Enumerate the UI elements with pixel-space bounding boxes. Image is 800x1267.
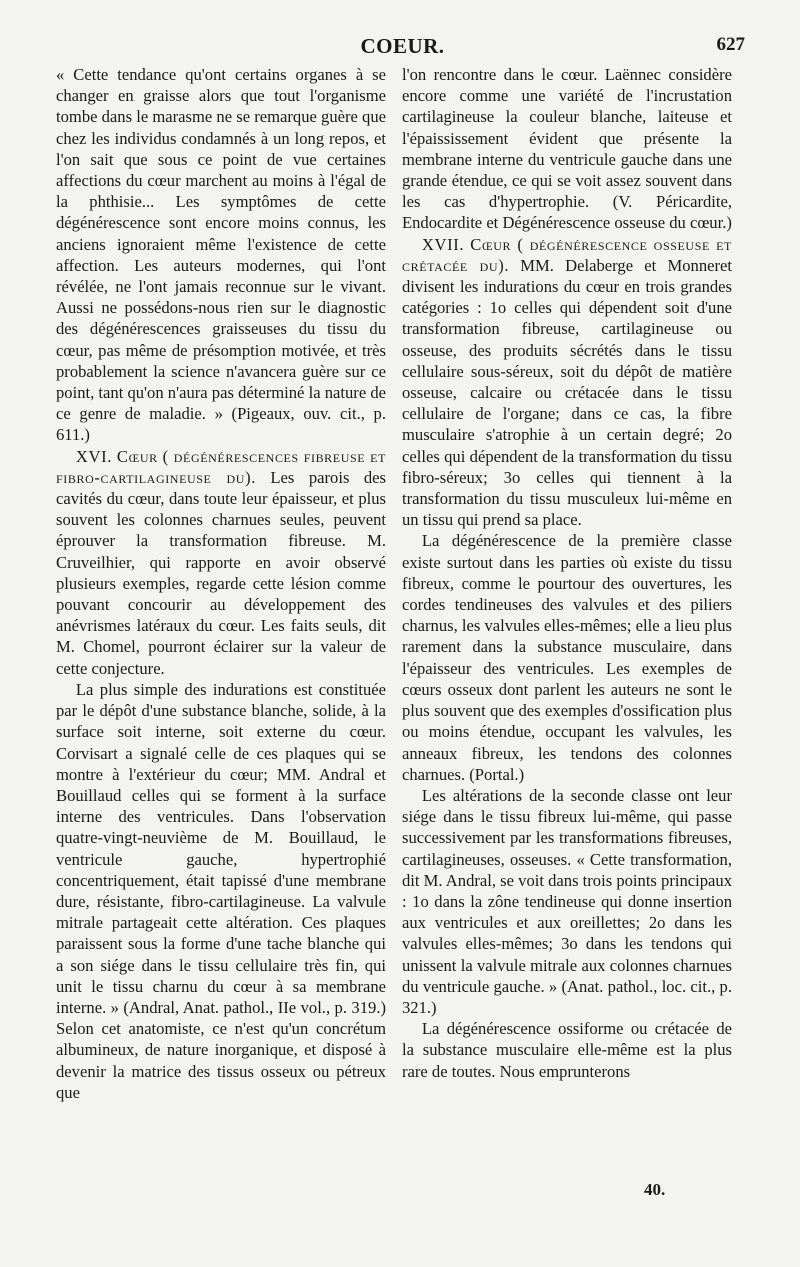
paragraph-ossiform: La dégénérescence ossiforme ou crétacée de la substance musculaire elle-même est la plus rare de toutes. Nous emprunterons <box>402 1019 732 1081</box>
running-head <box>60 34 745 64</box>
paragraph-section-xvi <box>56 446 386 679</box>
paragraph-second-class: Les altérations de la seconde classe ont leur siége dans le tissu fibreux lui-même, qui passe successivement par les transformations fibreuses, cartilagineuses, osseuses. « Cette transformation, dit M. Andral, se voit dans trois points principaux : 1o dans la zône tendineuse qui donne insertion aux ventricules et aux oreillettes; 2o dans les valvules elles-mêmes; 3o dans les tendons qui unissent la valvule mitrale aux colonnes charnues du ventricule gauche. » (Anat. pathol., loc. cit., p. 321.) <box>402 785 733 1017</box>
page-number: 627 <box>716 34 745 55</box>
left-column <box>56 64 386 1103</box>
paragraph-laennec: l'on rencontre dans le cœur. Laënnec considère encore comme une variété de l'incrustation cartilagineuse la couleur blanche, laiteuse et l'épaississement évident que présente la membrane interne du ventricule gauche dans une grande étendue, ce qui se voit assez souvent dans les cas d'hypertrophie. (V. Péricardite, Endocardite et Dégénérescence osseuse du cœur.) <box>402 65 732 233</box>
right-column <box>402 64 732 1082</box>
section-body-xvi: Les parois des cavités du cœur, dans toute leur épaisseur, et plus souvent les colonnes charnues seules, peuvent éprouver la transformation fibreuse. M. Cruveilhier, qui rapporte en avoir observé plusieurs exemples, regarde cette lésion comme pouvant concourir au développement des anévrismes latéraux du cœur. Les faits seuls, dit M. Chomel, pourront éclairer sur la valeur de cette conjecture. <box>56 467 386 678</box>
section-body-xvii: MM. Delaberge et Monneret divisent les indurations du cœur en trois grandes catégories : 1o celles qui dépendent soit d'une transformation fibreuse, cartilagineuse ou osseuse, des produits sécrétés dans le tissu cellulaire sous-séreux, soit du dépôt de matière osseuse, calcaire ou crétacée dans le tissu cellulaire de l'organe; dans ce cas, la fibre musculaire s'atrophie à un certain degré; 2o celles qui dépendent de la transformation du tissu fibro-séreux; 3o celles qui tiennent à la transformation du tissu musculeux lui-même en un tissu qui prend sa place. <box>402 255 732 530</box>
paragraph-section-xvii <box>402 234 732 531</box>
running-title: COEUR. <box>360 34 445 58</box>
section-heading-xvii: XVII. Cœur ( dégénérescence osseuse et crétacée du). <box>402 234 732 275</box>
section-heading-xvi: XVI. Cœur ( dégénérescences fibreuse et fibro-cartilagineuse du). <box>56 446 386 487</box>
paragraph-indurations: La plus simple des indurations est constituée par le dépôt d'une substance blanche, solide, à la surface soit interne, soit externe du cœur. Corvisart a signalé celle de ces plaques qui se montre à l'extérieur du cœur; MM. Andral et Bouillaud celles qui se forment à la surface interne des ventricules. Dans l'observation quatre-vingt-neuvième de M. Bouillaud, le ventricule gauche, hypertrophié concentriquement, était tapissé d'une membrane dure, résistante, fibro-cartilagineuse. La valvule mitrale partageait cette altération. Ces plaques paraissent sous la forme d'une tache blanche qui a son siége dans le tissu cellulaire très fin, qui unit le tissu charnu du cœur à sa membrane interne. » (Andral, Anat. pathol., IIe vol., p. 319.) Selon cet anatomiste, ce n'est qu'un concrétum albumineux, de nature inorganique, et disposé à devenir la matrice des tissus osseux ou pétreux que <box>56 679 386 1102</box>
paragraph-quote-pigeaux: « Cette tendance qu'ont certains organes à se changer en graisse alors que tout l'organisme tombe dans le marasme ne se remarque guère que chez les individus condamnés à un long repos, et l'on sait que sous ce point de vue certaines affections du cœur marchent au moins à l'égal de la phthisie... Les symptômes de cette dégénérescence sont encore moins connus, les anciens ignoraient même l'existence de cette affection. Les auteurs modernes, qui l'ont révélée, ne l'ont jamais reconnue sur le vivant. Aussi ne possédons-nous rien sur le diagnostic des dégénérescences graisseuses du tissu du cœur, pas même de présomption motivée, et très probablement la science n'avancera guère sur ce point, tant qu'on n'aura pas déterminé la nature de ce genre de maladie. » (Pigeaux, ouv. cit., p. 611.) <box>56 65 386 445</box>
signature-mark: 40. <box>644 1180 666 1199</box>
paragraph-first-class: La dégénérescence de la première classe existe surtout dans les parties où existe du tissu fibreux, comme le pourtour des ouvertures, les cordes tendineuses des valvules et des piliers charnus, les valvules elles-mêmes; elle a lieu plus rarement dans la substance musculaire, dans l'épaisseur des ventricules. Les exemples de cœurs osseux dont parlent les auteurs ne sont le plus souvent que des exemples d'ossification plus ou moins étendue, occupant les valvules, les anneaux fibreux, les tendons des colonnes charnues. (Portal.) <box>402 531 732 784</box>
